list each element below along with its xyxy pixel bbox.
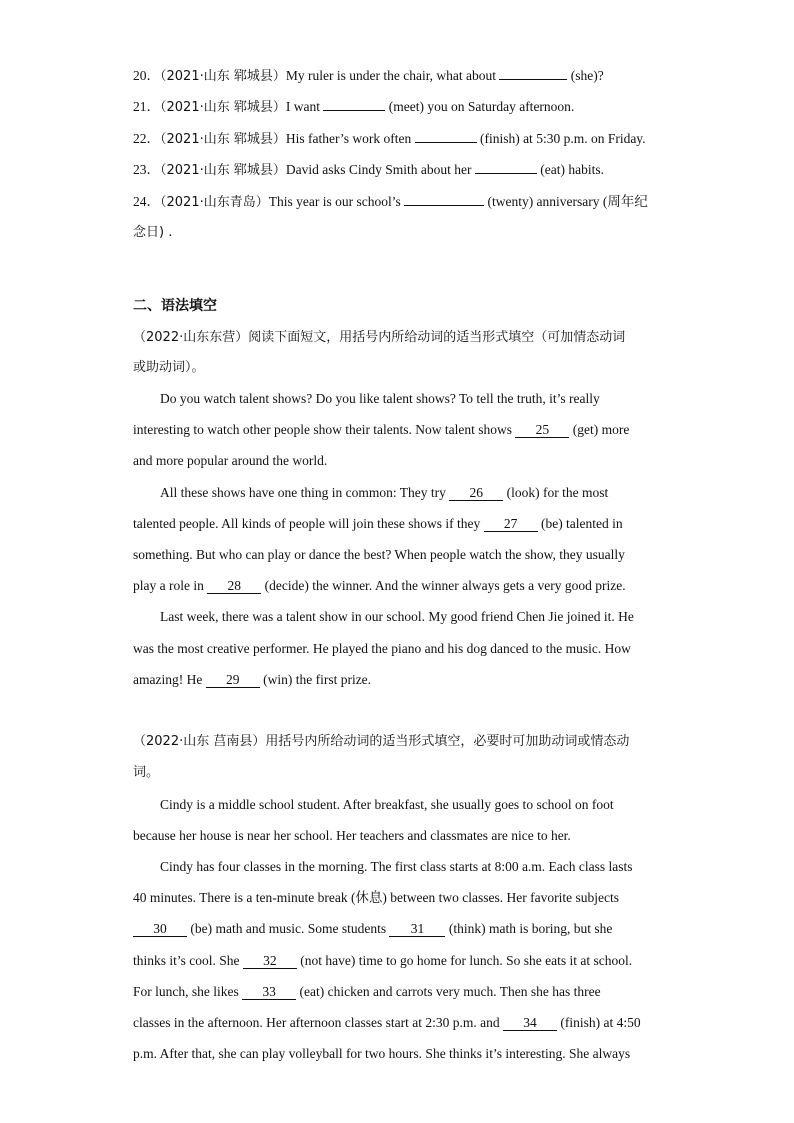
passage2-line: because her house is near her school. Her teachers and classmates are nice to her. (133, 828, 571, 843)
passage2-line: Cindy has four classes in the morning. The first class starts at 8:00 a.m. Each class lasts (160, 859, 633, 874)
passage2-instruction-cont: 词。 (133, 765, 160, 780)
section-title: 二、语法填空 (133, 298, 217, 314)
exercise-24: 24．（2021·山东青岛）This year is our school’s (twenty) anniversary (周年纪 (133, 194, 648, 210)
passage2-line: 30 (be) math and music. Some students 31 (think) math is boring, but she (133, 919, 612, 939)
passage2-line: thinks it’s cool. She 32 (not have) time to go home for lunch. So she eats it at school. (133, 953, 633, 968)
exercise-22: 22．（2021·山东 郓城县）His father’s work often (finish) at 5:30 p.m. on Friday. (133, 131, 646, 147)
passage1-line: and more popular around the world. (133, 453, 328, 468)
passage1-line: amazing! He 29 (win) the first prize. (133, 672, 372, 687)
blank-27[interactable]: 27 (484, 516, 538, 532)
passage2-line: 40 minutes. There is a ten-minute break (休息) between two classes. Her favorite subjects (133, 890, 619, 905)
exercise-21: 21．（2021·山东 郓城县）I want (meet) you on Saturday afternoon. (133, 99, 575, 115)
answer-blank[interactable] (323, 110, 385, 111)
passage1-line: play a role in 28 (decide) the winner. And the winner always gets a very good prize. (133, 578, 626, 593)
answer-blank[interactable] (475, 173, 537, 174)
answer-blank[interactable] (404, 205, 484, 206)
passage1-instruction: （2022·山东东营）阅读下面短文，用括号内所给动词的适当形式填空（可加情态动词 (133, 330, 626, 345)
passage2-line: p.m. After that, she can play volleyball for two hours. She thinks it’s interesting. She always (133, 1046, 631, 1061)
answer-blank[interactable] (499, 79, 567, 80)
blank-30[interactable]: 30 (133, 921, 187, 937)
passage1-instruction-cont: 或助动词）。 (133, 360, 205, 375)
passage1-line: All these shows have one thing in common: They try 26 (look) for the most (160, 485, 609, 500)
passage2-instruction: （2022·山东 莒南县）用括号内所给动词的适当形式填空，必要时可加助动词或情态动 (133, 734, 630, 749)
passage2-line: Cindy is a middle school student. After breakfast, she usually goes to school on foot (160, 797, 614, 812)
passage2-line: classes in the afternoon. Her afternoon classes start at 2:30 p.m. and 34 (finish) at 4:50 (133, 1015, 641, 1030)
blank-25[interactable]: 25 (515, 422, 569, 438)
blank-26[interactable]: 26 (449, 485, 503, 501)
blank-33[interactable]: 33 (242, 984, 296, 1000)
exercise-20: 20．（2021·山东 郓城县）My ruler is under the chair, what about (she)? (133, 68, 604, 84)
passage1-line: Last week, there was a talent show in our school. My good friend Chen Jie joined it. He (160, 609, 634, 624)
exercise-23: 23．（2021·山东 郓城县）David asks Cindy Smith about her (eat) habits. (133, 162, 604, 178)
passage1-line: interesting to watch other people show their talents. Now talent shows 25 (get) more (133, 422, 630, 437)
passage1-line: something. But who can play or dance the best? When people watch the show, they usually (133, 547, 625, 562)
passage2-line: For lunch, she likes 33 (eat) chicken and carrots very much. Then she has three (133, 984, 601, 999)
answer-blank[interactable] (415, 142, 477, 143)
blank-34[interactable]: 34 (503, 1015, 557, 1031)
blank-29[interactable]: 29 (206, 672, 260, 688)
passage1-line: Do you watch talent shows? Do you like talent shows? To tell the truth, it’s really (160, 391, 600, 406)
blank-32[interactable]: 32 (243, 953, 297, 969)
blank-31[interactable]: 31 (389, 921, 445, 937)
passage1-line: was the most creative performer. He played the piano and his dog danced to the music. How (133, 641, 631, 656)
exercise-24-continued: 念日) . (133, 225, 173, 240)
blank-28[interactable]: 28 (207, 578, 261, 594)
passage1-line: talented people. All kinds of people will join these shows if they 27 (be) talented in (133, 516, 623, 531)
